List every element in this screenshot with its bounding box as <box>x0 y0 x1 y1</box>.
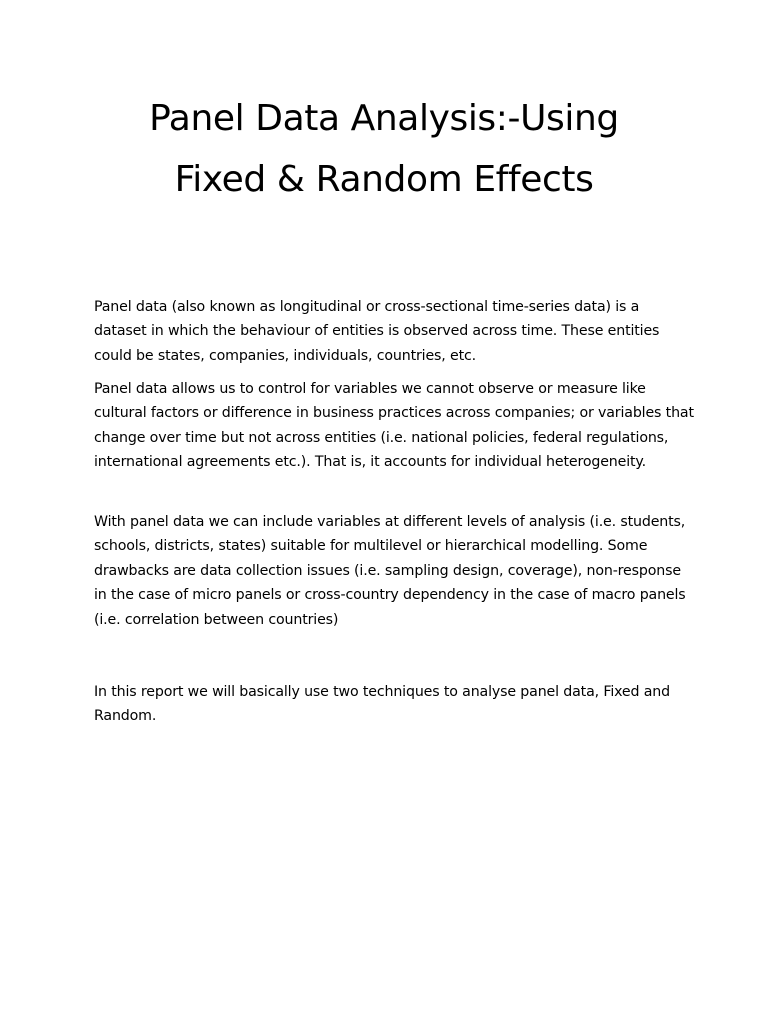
paragraph-panel-data-definition: Panel data (also known as longitudinal or cross-sectional time-series data) is a dataset in which the behaviour of entities is observed across time. These entities could be states, companies, individuals, countries, etc. <box>94 299 660 364</box>
paragraph-panel-data-control: Panel data allows us to control for variables we cannot observe or measure like cultural factors or difference in business practices across companies; or variables that change over time but not across entities (i.e. national policies, federal regulations, international agreements etc.). That is, it accounts for individual heterogeneity. <box>94 381 694 471</box>
paragraph-report-techniques: In this report we will basically use two techniques to analyse panel data, Fixed and Random. <box>94 684 670 725</box>
paragraph-panel-data-levels: With panel data we can include variables at different levels of analysis (i.e. students, schools, districts, states) suitable for multilevel or hierarchical modelling. Some drawbacks are data collection issues (i.e. sampling design, coverage), non-response in the case of micro panels or cross-country dependency in the case of macro panels (i.e. correlation between countries) <box>94 514 686 628</box>
title-line-2: Fixed & Random Effects <box>174 159 594 200</box>
document-title <box>60 88 708 210</box>
title-line-1: Panel Data Analysis:-Using <box>149 98 619 139</box>
